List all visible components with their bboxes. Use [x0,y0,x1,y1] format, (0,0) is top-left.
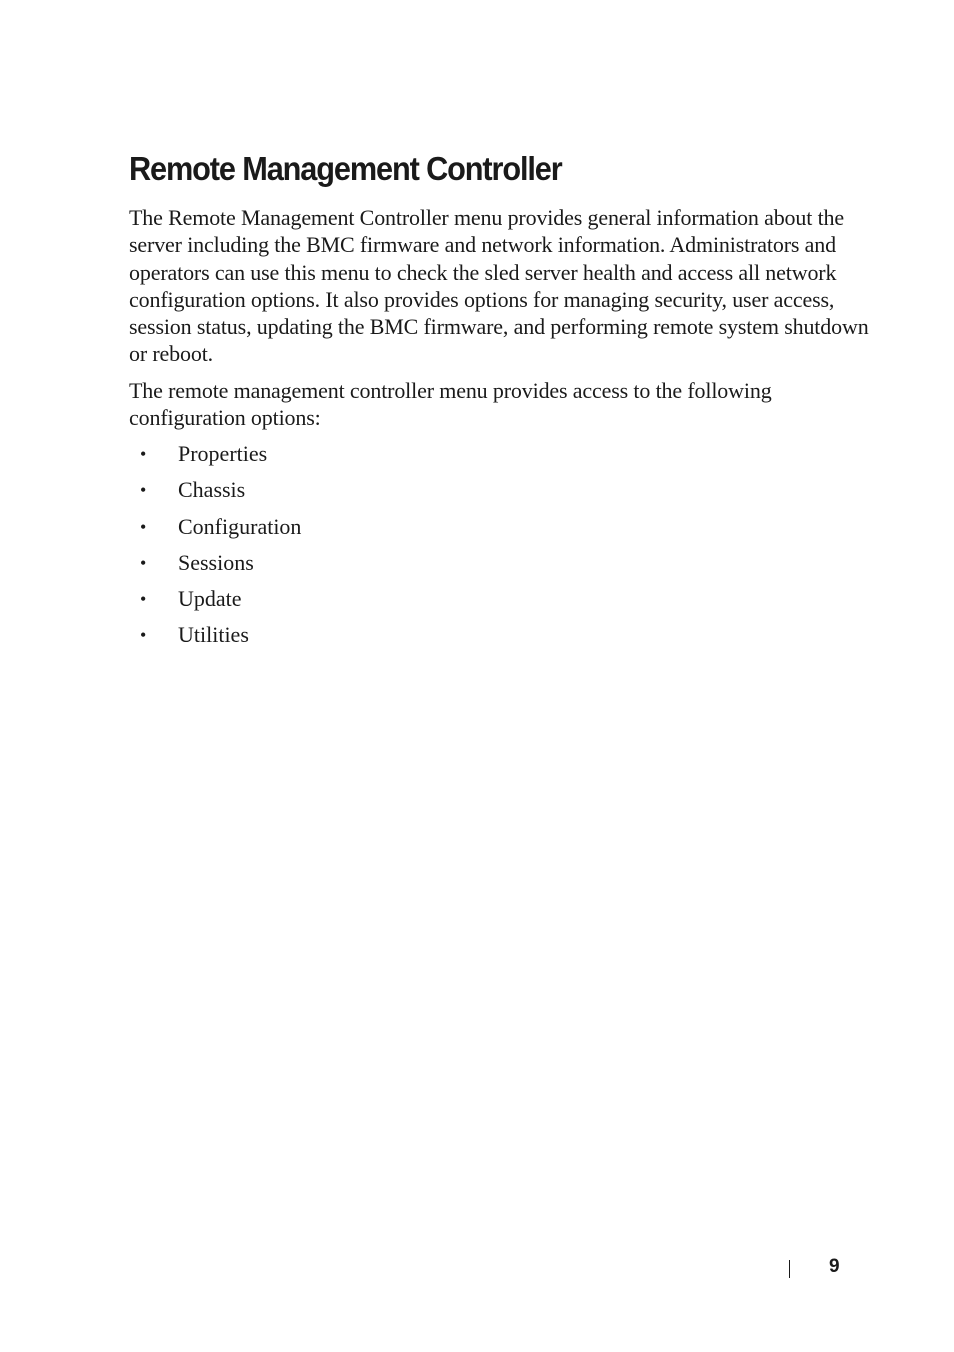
section-heading: Remote Management Controller [129,150,562,187]
option-utilities: Utilities [178,622,249,648]
page-number: 9 [829,1256,840,1277]
option-properties: Properties [178,441,268,466]
option-sessions: Sessions [178,549,254,575]
footer-divider [789,1260,790,1278]
bullet-icon: • [140,444,147,464]
bullet-icon: • [140,552,147,573]
bullet-icon: • [140,589,147,610]
bullet-icon: • [140,516,147,537]
options-intro-paragraph: The remote management controller menu provides access to the following configuration options: [129,378,772,431]
intro-paragraph: The Remote Management Controller menu provides general information about the server including the BMC firmware and network information. Administrators and operators can use this menu to check the sled server health and access all network configuration options. It also provides options for managing security, user access, session status, updating the BMC firmware, and performing remote system shutdown or reboot. [129,205,869,367]
option-configuration: Configuration [178,513,302,539]
bullet-icon: • [140,480,147,501]
option-chassis: Chassis [178,477,246,503]
option-update: Update [178,586,242,612]
bullet-icon: • [140,625,147,646]
